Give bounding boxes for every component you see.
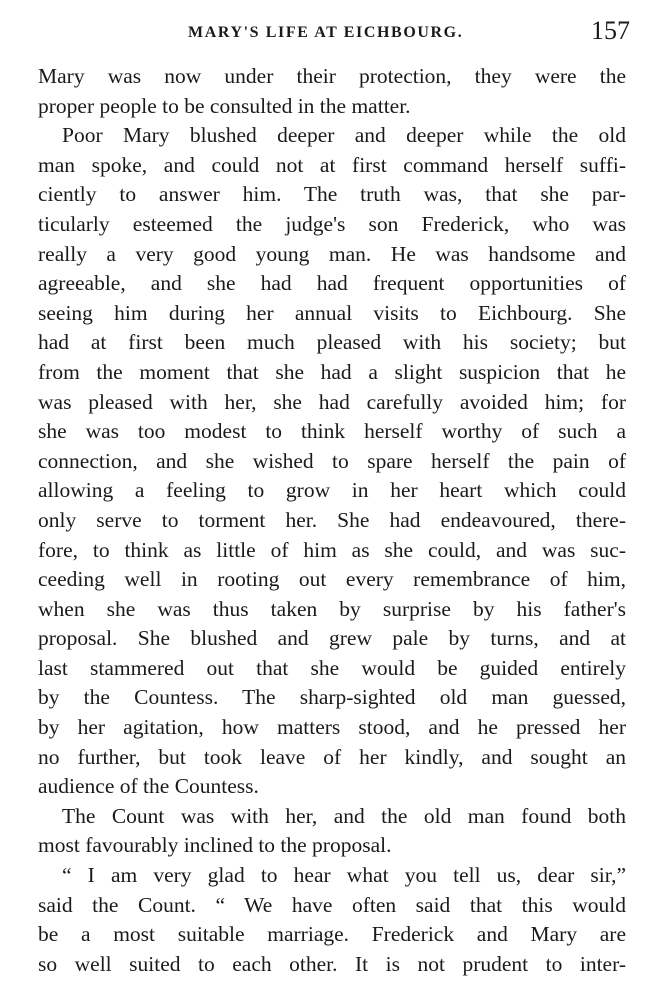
- text-line: audience of the Countess.: [38, 774, 259, 799]
- text-line: proposal. She blushed and grew pale by turns, and at: [38, 626, 626, 651]
- text-line: was pleased with her, she had carefully avoided him; for: [38, 389, 626, 414]
- text-line: she was too modest to think herself worthy of such a: [38, 419, 626, 444]
- text-line: most favourably inclined to the proposal.: [38, 833, 392, 858]
- running-title: MARY'S LIFE AT EICHBOURG.: [188, 24, 464, 41]
- text-line: The Count was with her, and the old man found both: [62, 803, 626, 828]
- body-text: [38, 62, 626, 979]
- text-line: only serve to torment her. She had endeavoured, there-: [38, 507, 626, 532]
- text-line: Poor Mary blushed deeper and deeper while the old: [62, 123, 626, 148]
- text-line: ticularly esteemed the judge's son Frederick, who was: [38, 211, 626, 236]
- text-line: had at first been much pleased with his society; but: [38, 330, 626, 355]
- text-line: ceeding well in rooting out every remembrance of him,: [38, 567, 626, 592]
- text-line: allowing a feeling to grow in her heart which could: [38, 478, 626, 503]
- text-line: connection, and she wished to spare herself the pain of: [38, 448, 626, 473]
- text-line: man spoke, and could not at first command herself suffi-: [38, 152, 626, 177]
- text-line: last stammered out that she would be guided entirely: [38, 655, 626, 680]
- text-line: when she was thus taken by surprise by his father's: [38, 596, 626, 621]
- text-line: Mary was now under their protection, they were the: [38, 64, 626, 88]
- text-line: fore, to think as little of him as she could, and was suc-: [38, 537, 626, 562]
- text-line: ciently to answer him. The truth was, that she par-: [38, 182, 626, 207]
- text-line: by her agitation, how matters stood, and he pressed her: [38, 715, 626, 740]
- text-line: from the moment that she had a slight suspicion that he: [38, 359, 626, 384]
- text-line: seeing him during her annual visits to Eichbourg. She: [38, 300, 626, 325]
- text-line: so well suited to each other. It is not prudent to inter-: [38, 951, 626, 976]
- text-line: agreeable, and she had had frequent opportunities of: [38, 271, 626, 296]
- running-head: [38, 14, 630, 50]
- page-number: 157: [591, 16, 630, 45]
- text-line: really a very good young man. He was handsome and: [38, 241, 626, 266]
- text-line: by the Countess. The sharp-sighted old man guessed,: [38, 685, 626, 710]
- text-line: “ I am very glad to hear what you tell us, dear sir,”: [62, 863, 626, 888]
- text-line: said the Count. “ We have often said that this would: [38, 892, 626, 917]
- text-line: be a most suitable marriage. Frederick and Mary are: [38, 922, 626, 947]
- text-line: no further, but took leave of her kindly, and sought an: [38, 744, 626, 769]
- text-line: proper people to be consulted in the matter.: [38, 93, 411, 118]
